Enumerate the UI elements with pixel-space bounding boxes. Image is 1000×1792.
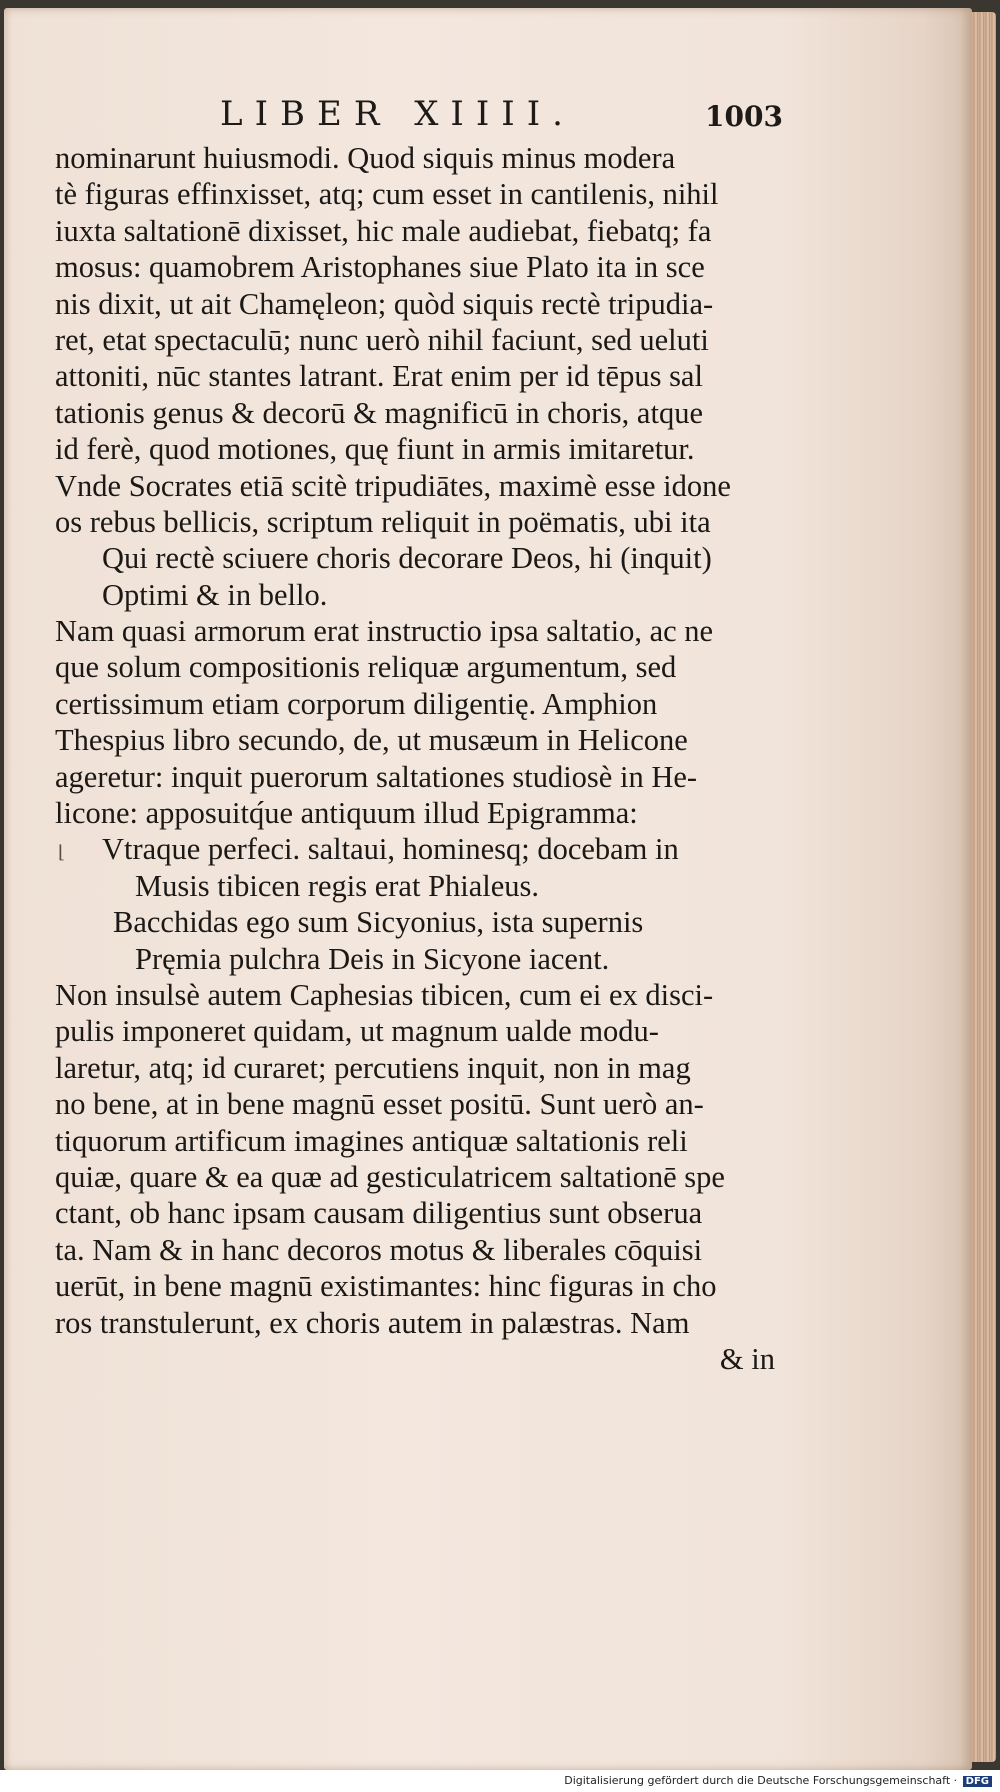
text-line: tiquorum artificum imagines antiquæ saltationis reli <box>55 1123 688 1158</box>
text-line: que solum compositionis reliquæ argumentum, sed <box>55 650 677 685</box>
page-number: 1003 <box>705 100 783 133</box>
running-head: LIBER XIIII. <box>220 94 575 134</box>
text-line: certissimum etiam corporum diligentię. Amphion <box>55 686 658 721</box>
text-line: ros transtulerunt, ex choris autem in palæstras. Nam <box>55 1305 690 1340</box>
text-line: Bacchidas ego sum Sicyonius, ista supernis <box>113 905 644 940</box>
text-line: Nam quasi armorum erat instructio ipsa saltatio, ac ne <box>55 614 714 649</box>
text-line: os rebus bellicis, scriptum reliquit in poëmatis, ubi ita <box>55 504 711 539</box>
text-line: laretur, atq; id curaret; percutiens inquit, non in mag <box>55 1050 691 1085</box>
credit-text: Digitalisierung gefördert durch die Deutsche Forschungsgemeinschaft · <box>564 1774 958 1787</box>
text-line: licone: apposuitq́ue antiquum illud Epigramma: <box>55 796 638 831</box>
text-line: Vtraque perfeci. saltaui, hominesq; docebam in <box>102 832 679 867</box>
text-line: id ferè, quod motiones, quę fiunt in armis imitaretur. <box>55 432 695 467</box>
text-line: uerūt, in bene magnū existimantes: hinc figuras in cho <box>55 1269 717 1304</box>
text-line: pulis imponeret quidam, ut magnum ualde modu- <box>55 1014 659 1049</box>
catchword: & in <box>719 1341 775 1376</box>
margin-bracket-mark: ⌊ <box>58 842 66 863</box>
text-line: attoniti, nūc stantes latrant. Erat enim per id tēpus sal <box>55 359 703 394</box>
text-line: nominarunt huiusmodi. Quod siquis minus modera <box>55 141 676 175</box>
text-line: no bene, at in bene magnū esset positū. Sunt uerò an- <box>55 1087 704 1122</box>
dfg-logo: DFG <box>963 1776 992 1787</box>
text-line: Non insulsè autem Caphesias tibicen, cum ei ex disci- <box>55 977 714 1012</box>
body-text <box>55 140 775 1377</box>
text-line: ret, etat spectaculū; nunc uerò nihil faciunt, sed ueluti <box>55 322 709 357</box>
text-line: tationis genus & decorū & magnificū in choris, atque <box>55 395 703 430</box>
digitization-credit <box>564 1774 992 1787</box>
text-line: tè figuras effinxisset, atq; cum esset in cantilenis, nihil <box>55 177 719 212</box>
text-line: Optimi & in bello. <box>102 577 328 612</box>
text-line: Pręmia pulchra Deis in Sicyone iacent. <box>135 941 610 976</box>
text-line: mosus: quamobrem Aristophanes siue Plato ita in sce <box>55 250 705 285</box>
text-line: Musis tibicen regis erat Phialeus. <box>135 868 540 903</box>
text-line: nis dixit, ut ait Chamęleon; quòd siquis rectè tripudia- <box>55 286 714 321</box>
text-line: iuxta saltationē dixisset, hic male audiebat, fiebatq; fa <box>55 213 712 248</box>
page-edges <box>972 12 996 1762</box>
text-line: Vnde Socrates etiā scitè tripudiātes, maximè esse idone <box>55 468 731 503</box>
text-line: quiæ, quare & ea quæ ad gesticulatricem saltationē spe <box>55 1159 725 1194</box>
text-line: ta. Nam & in hanc decoros motus & liberales cōquisi <box>55 1232 703 1267</box>
text-line: Thespius libro secundo, de, ut musæum in Helicone <box>55 723 688 758</box>
text-line: ageretur: inquit puerorum saltationes studiosè in He- <box>55 759 698 794</box>
text-line: ctant, ob hanc ipsam causam diligentius sunt obserua <box>55 1196 703 1231</box>
text-line: Qui rectè sciuere choris decorare Deos, hi (inquit) <box>102 541 712 576</box>
